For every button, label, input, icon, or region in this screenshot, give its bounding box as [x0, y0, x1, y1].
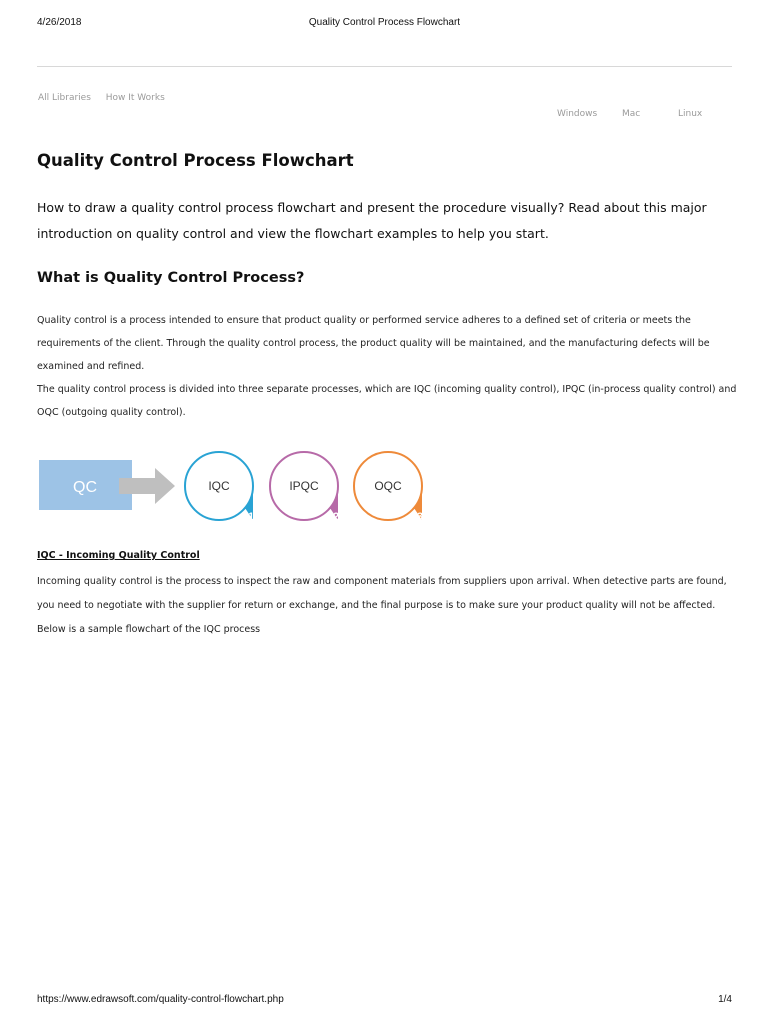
- intro-paragraph: How to draw a quality control process flowchart and present the procedure visually? Read about this major introduction on quality control and view the flowchart examples to help you start.: [37, 200, 707, 241]
- stage-number: 1: [247, 511, 255, 523]
- print-footer: [37, 994, 732, 1008]
- header-divider: [37, 66, 732, 67]
- stage-label: IQC: [208, 479, 230, 493]
- print-header: [37, 17, 732, 31]
- nav-link-mac[interactable]: Mac: [622, 109, 641, 119]
- process-division-paragraph: The quality control process is divided into three separate processes, which are IQC (incoming quality control), IPQC (in-process quality control) and OQC (outgoing quality control).: [37, 384, 737, 418]
- print-title: Quality Control Process Flowchart: [308, 17, 461, 28]
- stage-number: 3: [416, 511, 424, 523]
- definition-paragraph: Quality control is a process intended to ensure that product quality or performed service adheres to a defined set of criteria or meets the requirements of the client. Through the quality control process, the product quality will be maintained, and the manufacturing defects will be examined and refined.: [37, 315, 710, 372]
- stage-iqc: [185, 452, 254, 523]
- nav-link-how-it-works[interactable]: How It Works: [105, 93, 165, 103]
- section-title: What is Quality Control Process?: [37, 270, 305, 286]
- iqc-paragraph: Incoming quality control is the process to inspect the raw and component materials from suppliers upon arrival. When detective parts are found, you need to negotiate with the supplier for return or exchange, and the final purpose is to make sure your product quality will not be affected. Below is a sample flowchart of the IQC process: [37, 576, 727, 635]
- stage-ipqc: [270, 452, 339, 523]
- stage-label: OQC: [374, 479, 402, 493]
- footer-page-number: 1/4: [718, 994, 732, 1005]
- qc-process-diagram: [37, 448, 457, 528]
- page-title: Quality Control Process Flowchart: [37, 151, 354, 170]
- print-date: 4/26/2018: [37, 17, 82, 28]
- nav-link-all-libraries[interactable]: All Libraries: [38, 93, 91, 103]
- qc-box-label: QC: [73, 479, 97, 496]
- nav-link-linux[interactable]: Linux: [678, 109, 703, 119]
- iqc-subtitle: IQC - Incoming Quality Control: [37, 550, 200, 561]
- stage-oqc: [354, 452, 423, 523]
- top-nav: [38, 93, 177, 103]
- footer-url: https://www.edrawsoft.com/quality-control-flowchart.php: [37, 994, 284, 1005]
- nav-link-windows[interactable]: Windows: [557, 109, 598, 119]
- stage-number: 2: [332, 511, 340, 523]
- stage-label: IPQC: [289, 479, 319, 493]
